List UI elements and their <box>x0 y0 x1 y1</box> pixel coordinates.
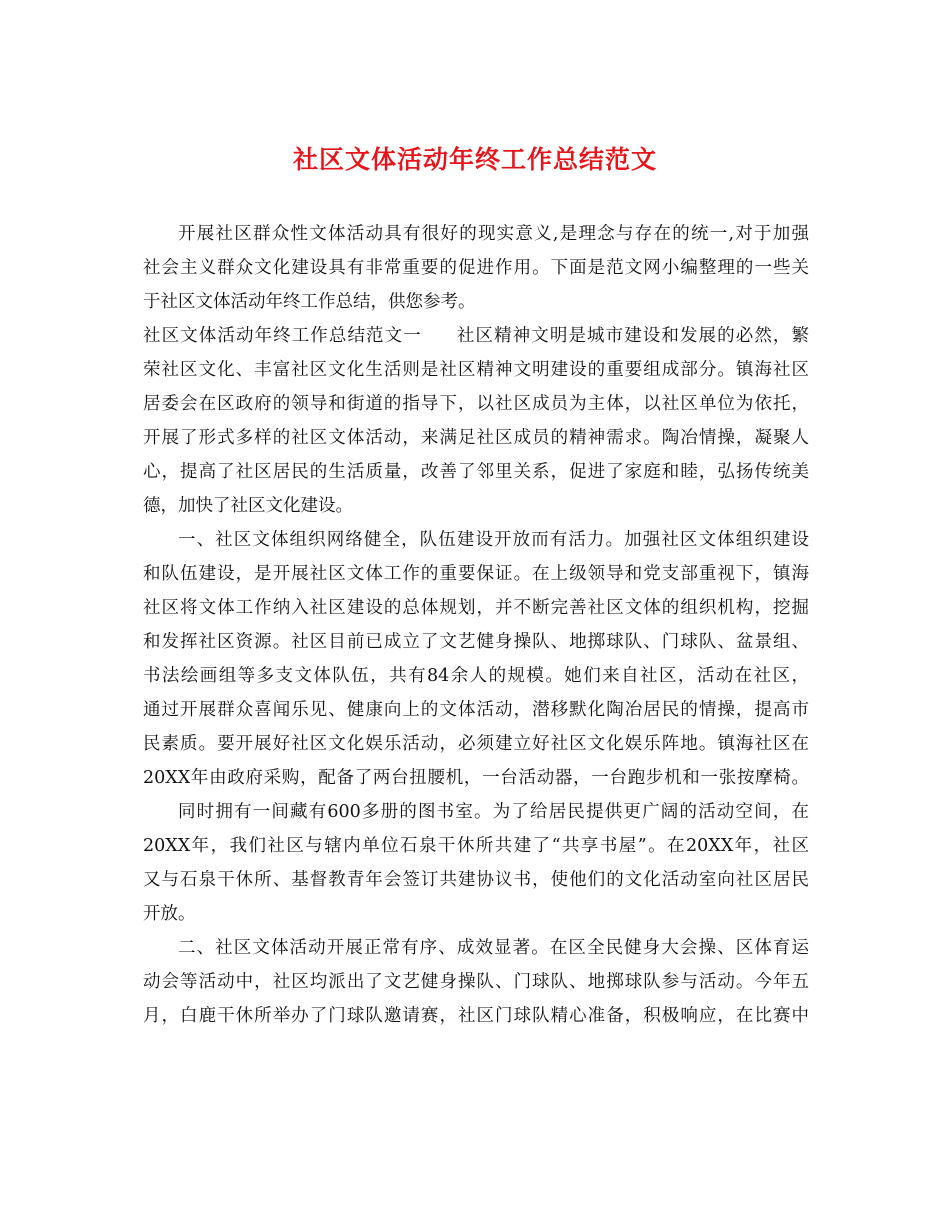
paragraph-line: 德，加快了社区文化建设。 <box>143 496 353 516</box>
paragraph-line: 心，提高了社区居民的生活质量，改善了邻里关系，促进了家庭和睦，弘扬传统美 <box>143 462 809 482</box>
paragraph-line: 书法绘画组等多支文体队伍，共有84余人的规模。她们来自社区，活动在社区， <box>143 666 809 686</box>
paragraph-line: 社会主义群众文化建设具有非常重要的促进作用。下面是范文网小编整理的一些关 <box>143 258 809 278</box>
paragraph-line: 20XX年由政府采购，配备了两台扭腰机，一台活动器，一台跑步机和一张按摩椅。 <box>143 768 809 788</box>
paragraph-line: 社区将文体工作纳入社区建设的总体规划，并不断完善社区文体的组织机构，挖掘 <box>143 598 809 618</box>
paragraph-line: 20XX年，我们社区与辖内单位石泉干休所共建了“共享书屋”。在20XX年，社区 <box>143 836 809 856</box>
paragraph-line: 月，白鹿干休所举办了门球队邀请赛，社区门球队精心准备，积极响应，在比赛中 <box>143 1006 809 1026</box>
paragraph-line: 二、社区文体活动开展正常有序、成效显著。在区全民健身大会操、区体育运 <box>178 938 809 958</box>
document-title: 社区文体活动年终工作总结范文 <box>292 145 657 174</box>
paragraph-line: 民素质。要开展好社区文化娱乐活动，必须建立好社区文化娱乐阵地。镇海社区在 <box>143 734 809 754</box>
paragraph-line: 居委会在区政府的领导和街道的指导下，以社区成员为主体，以社区单位为依托， <box>143 394 809 414</box>
paragraph-line: 荣社区文化、丰富社区文化生活则是社区精神文明建设的重要组成部分。镇海社区 <box>143 360 809 380</box>
paragraph-line: 通过开展群众喜闻乐见、健康向上的文体活动，潜移默化陶冶居民的情操，提高市 <box>143 700 809 720</box>
paragraph-line: 和队伍建设，是开展社区文体工作的重要保证。在上级领导和党支部重视下，镇海 <box>143 564 809 584</box>
paragraph-line: 于社区文体活动年终工作总结，供您参考。 <box>143 292 476 312</box>
paragraph-line: 和发挥社区资源。社区目前已成立了文艺健身操队、地掷球队、门球队、盆景组、 <box>143 632 809 652</box>
paragraph-line: 开展了形式多样的社区文体活动，来满足社区成员的精神需求。陶冶情操，凝聚人 <box>143 428 809 448</box>
paragraph-line: 开展社区群众性文体活动具有很好的现实意义,是理念与存在的统一,对于加强 <box>178 224 809 244</box>
paragraph-line: 同时拥有一间藏有600多册的图书室。为了给居民提供更广阔的活动空间，在 <box>178 802 809 822</box>
paragraph-line: 开放。 <box>143 904 196 924</box>
paragraph-line: 一、社区文体组织网络健全，队伍建设开放而有活力。加强社区文体组织建设 <box>178 530 809 550</box>
paragraph-start: 社区精神文明是城市建设和发展的必然，繁 <box>455 326 809 346</box>
paragraph-line: 动会等活动中，社区均派出了文艺健身操队、门球队、地掷球队参与活动。今年五 <box>143 972 809 992</box>
paragraph-line-section-heading <box>143 319 809 353</box>
paragraph-line: 又与石泉干休所、基督教青年会签订共建协议书，使他们的文化活动室向社区居民 <box>143 870 809 890</box>
section-heading: 社区文体活动年终工作总结范文一 <box>143 326 422 346</box>
